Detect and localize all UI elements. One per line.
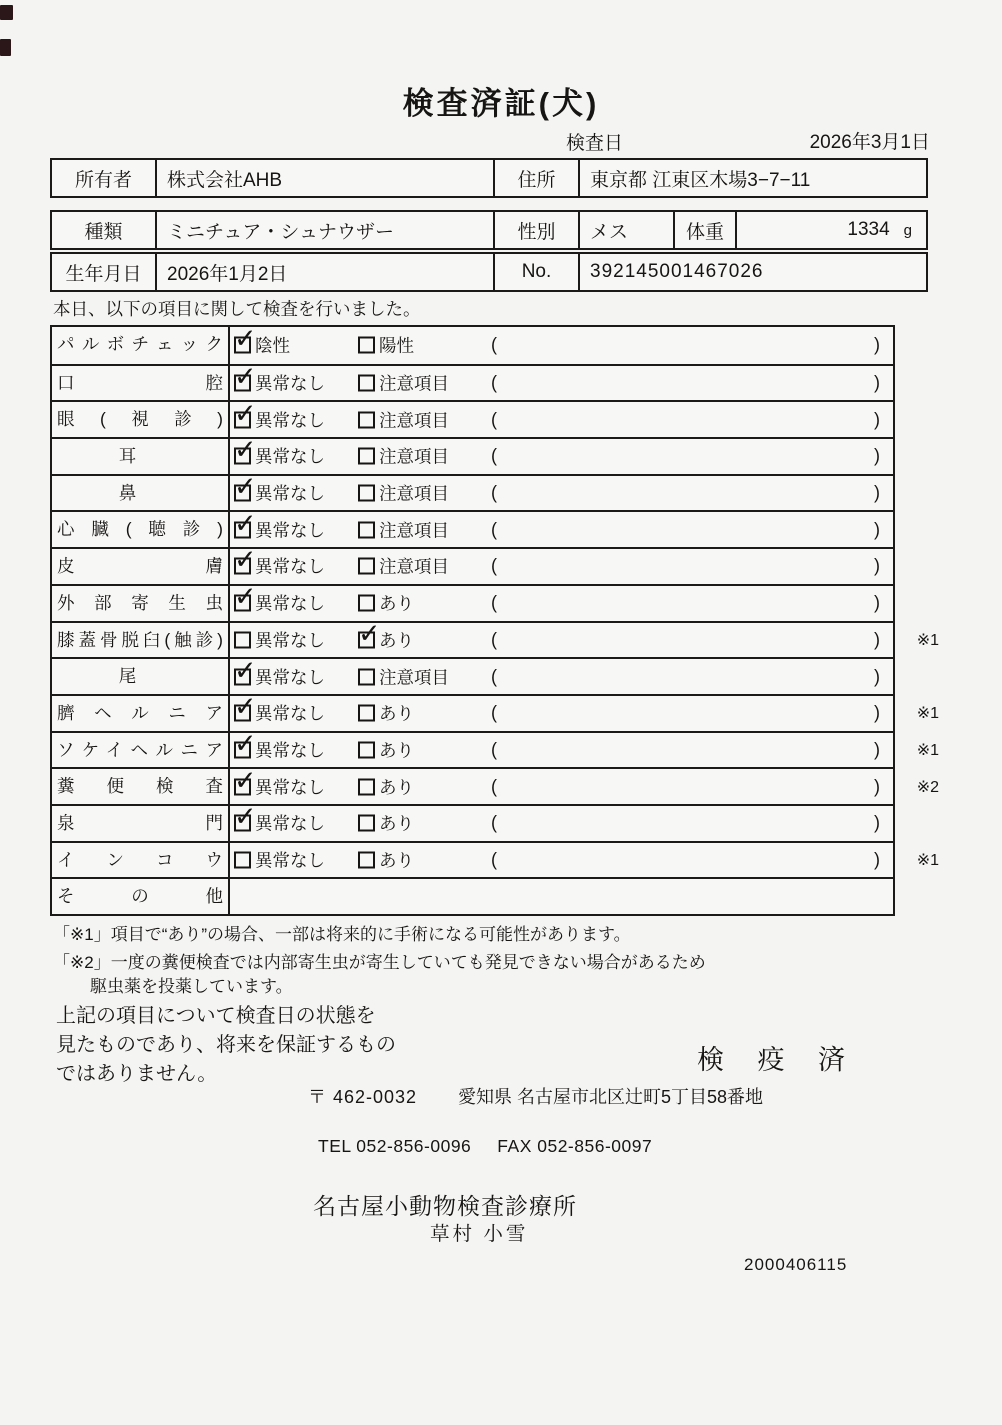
option2-label: あり xyxy=(379,593,414,614)
inspection-table xyxy=(50,325,939,916)
weight-value: 1334 xyxy=(847,219,890,240)
checkbox-option1 xyxy=(234,851,251,868)
checkbox-option1 xyxy=(234,448,251,465)
inspection-row xyxy=(52,621,939,658)
inspection-item-label: 尾 xyxy=(52,659,230,694)
weight-label: 体重 xyxy=(673,212,735,248)
checkbox-option2 xyxy=(358,595,375,612)
intro-sentence: 本日、以下の項目に関して検査を行いました。 xyxy=(53,299,421,319)
paren-open: ( xyxy=(491,555,497,576)
paren-close: ) xyxy=(874,812,880,833)
paren-open: ( xyxy=(491,812,497,833)
clinic-name: 名古屋小動物検査診療所 xyxy=(313,1193,577,1219)
inspection-row xyxy=(52,510,893,547)
paren-close: ) xyxy=(874,482,880,503)
option1-label: 異常なし xyxy=(255,483,325,504)
birthdate-number-table xyxy=(50,252,928,292)
inspection-row-content xyxy=(230,769,939,804)
checkbox-option2 xyxy=(358,411,375,428)
address-value: 東京都 江東区木場3−7−11 xyxy=(578,160,926,196)
paren-open: ( xyxy=(491,776,497,797)
disclaimer-line: 上記の項目について検査日の状態を xyxy=(56,1005,376,1027)
option2-label: あり xyxy=(379,850,414,871)
breed-value: ミニチュア・シュナウザー xyxy=(155,212,493,248)
option2-label: 注意項目 xyxy=(379,520,449,541)
checkbox-option1 xyxy=(234,521,251,538)
option2-label: あり xyxy=(379,740,414,761)
option1-label: 異常なし xyxy=(255,556,325,577)
inspection-row-content xyxy=(230,402,893,437)
paren-close: ) xyxy=(874,592,880,613)
exam-date-label: 検査日 xyxy=(566,133,624,154)
inspection-item-label: 膝蓋骨脱臼(触診) xyxy=(52,623,230,658)
inspection-item-label: その他 xyxy=(52,879,230,914)
checkbox-option2 xyxy=(358,668,375,685)
inspection-row-content xyxy=(230,843,939,878)
tel-fax-line xyxy=(318,1136,652,1157)
option1-label: 異常なし xyxy=(255,410,325,431)
clinic-address: 愛知県 名古屋市北区辻町5丁目58番地 xyxy=(458,1087,764,1107)
fax-number: FAX 052-856-0097 xyxy=(497,1136,653,1156)
checkbox-option2 xyxy=(358,375,375,392)
inspection-row-content xyxy=(230,512,893,547)
checkbox-option1 xyxy=(234,815,251,832)
checkbox-option1 xyxy=(234,411,251,428)
breed-label: 種類 xyxy=(84,221,123,243)
option2-label: 注意項目 xyxy=(379,667,449,688)
paren-open: ( xyxy=(491,739,497,760)
inspection-row xyxy=(52,584,893,621)
paren-close: ) xyxy=(874,372,880,393)
inspection-row xyxy=(52,327,893,364)
paren-close: ) xyxy=(874,629,880,650)
inspection-row-content xyxy=(230,476,893,511)
disclaimer-line: 見たものであり、将来を保証するもの xyxy=(56,1034,396,1056)
weight-unit: g xyxy=(903,221,912,239)
inspection-row-content xyxy=(230,586,893,621)
paren-close: ) xyxy=(874,739,880,760)
checkbox-option1 xyxy=(234,778,251,795)
birthdate-value: 2026年1月2日 xyxy=(155,254,493,290)
option2-label: あり xyxy=(379,630,414,651)
inspection-row xyxy=(52,841,939,878)
checkbox-option1 xyxy=(234,631,251,648)
inspection-row xyxy=(52,364,893,401)
owner-label: 所有者 xyxy=(74,169,132,191)
paren-open: ( xyxy=(491,666,497,687)
inspection-row-content xyxy=(230,327,893,364)
checkbox-option2 xyxy=(358,337,375,354)
checkbox-option2 xyxy=(358,521,375,538)
exam-date-value: 2026年3月1日 xyxy=(809,132,930,153)
inspection-row xyxy=(52,437,893,474)
option1-label: 異常なし xyxy=(255,373,325,394)
option1-label: 異常なし xyxy=(255,446,325,467)
checkbox-option2 xyxy=(358,851,375,868)
no-value: 392145001467026 xyxy=(578,254,926,290)
paren-close: ) xyxy=(874,555,880,576)
paren-open: ( xyxy=(491,372,497,393)
row-footnote-mark: ※2 xyxy=(916,778,939,796)
inspection-item-label: 鼻 xyxy=(52,476,230,511)
checkbox-option1 xyxy=(234,375,251,392)
page-title: 検査済証(犬) xyxy=(402,86,600,121)
inspection-row-content xyxy=(230,659,893,694)
disclaimer-text xyxy=(56,1002,396,1089)
address-label: 住所 xyxy=(493,160,578,196)
footnote-2-line2: 駆虫薬を投薬しています。 xyxy=(90,977,293,996)
paren-open: ( xyxy=(491,482,497,503)
inspection-row xyxy=(52,731,939,768)
checkbox-option2 xyxy=(358,778,375,795)
option1-label: 異常なし xyxy=(255,740,325,761)
paren-open: ( xyxy=(491,334,497,355)
checkbox-option2 xyxy=(358,485,375,502)
row-footnote-mark: ※1 xyxy=(916,705,939,723)
scan-artifact-mark xyxy=(0,39,11,56)
paren-close: ) xyxy=(874,519,880,540)
paren-open: ( xyxy=(491,849,497,870)
checkbox-option2 xyxy=(358,815,375,832)
inspection-item-label: 外部寄生虫 xyxy=(52,586,230,621)
birthdate-label: 生年月日 xyxy=(65,263,142,285)
paren-open: ( xyxy=(491,519,497,540)
checkbox-option2 xyxy=(358,705,375,722)
inspection-item-label: ソケイヘルニア xyxy=(52,733,230,768)
option2-label: あり xyxy=(379,813,414,834)
owner-address-table xyxy=(50,158,928,198)
inspection-row-content xyxy=(230,806,893,841)
checkbox-option2 xyxy=(358,448,375,465)
inspection-row-content xyxy=(230,879,893,914)
inspection-item-label: 臍ヘルニア xyxy=(52,696,230,731)
inspection-item-label: 耳 xyxy=(52,439,230,474)
sex-label: 性別 xyxy=(493,212,578,248)
paren-close: ) xyxy=(874,776,880,797)
paren-close: ) xyxy=(874,849,880,870)
tel-number: TEL 052-856-0096 xyxy=(318,1136,472,1156)
inspection-item-label: 糞便検査 xyxy=(52,769,230,804)
breed-sex-weight-table xyxy=(50,210,928,250)
inspection-item-label: 心臓(聴診) xyxy=(52,512,230,547)
checkbox-option2 xyxy=(358,741,375,758)
postal-code: 〒 462-0032 xyxy=(308,1087,418,1107)
inspection-row xyxy=(52,804,893,841)
checkbox-option1 xyxy=(234,705,251,722)
paren-close: ) xyxy=(874,666,880,687)
inspection-row xyxy=(52,694,939,731)
option1-label: 異常なし xyxy=(255,777,325,798)
option2-label: 注意項目 xyxy=(379,373,449,394)
inspection-row xyxy=(52,657,893,694)
checkbox-option1 xyxy=(234,668,251,685)
checkbox-option2 xyxy=(358,631,375,648)
inspection-item-label: 泉門 xyxy=(52,806,230,841)
owner-value: 株式会社AHB xyxy=(155,160,493,196)
option2-label: あり xyxy=(379,777,414,798)
inspection-row xyxy=(52,767,939,804)
option2-label: あり xyxy=(379,703,414,724)
option1-label: 異常なし xyxy=(255,593,325,614)
scan-artifact-mark xyxy=(0,5,13,20)
inspection-row-content xyxy=(230,733,939,768)
checkbox-option1 xyxy=(234,595,251,612)
inspection-row-content xyxy=(230,549,893,584)
option1-label: 異常なし xyxy=(255,630,325,651)
footnote-1: 「※1」項目で“あり”の場合、一部は将来的に手術になる可能性があります。 xyxy=(53,925,631,944)
row-footnote-mark: ※1 xyxy=(916,741,939,759)
paren-open: ( xyxy=(491,702,497,723)
option1-label: 異常なし xyxy=(255,813,325,834)
inspection-row-content xyxy=(230,696,939,731)
inspection-row xyxy=(52,400,893,437)
inspection-row xyxy=(52,474,893,511)
option1-label: 異常なし xyxy=(255,520,325,541)
inspection-item-label: インコウ xyxy=(52,843,230,878)
option2-label: 注意項目 xyxy=(379,446,449,467)
sex-value: メス xyxy=(578,212,673,248)
checkbox-option1 xyxy=(234,485,251,502)
inspection-item-label: 皮膚 xyxy=(52,549,230,584)
option1-label: 異常なし xyxy=(255,850,325,871)
paren-close: ) xyxy=(874,702,880,723)
inspection-row-content xyxy=(230,439,893,474)
weight-value-cell xyxy=(735,212,926,248)
row-footnote-mark: ※1 xyxy=(916,631,939,649)
paren-open: ( xyxy=(491,409,497,430)
paren-open: ( xyxy=(491,629,497,650)
checkbox-option1 xyxy=(234,337,251,354)
option2-label: 注意項目 xyxy=(379,410,449,431)
inspection-row xyxy=(52,877,893,914)
inspection-row xyxy=(52,547,893,584)
disclaimer-line: ではありません。 xyxy=(56,1063,218,1085)
inspection-item-label: 口腔 xyxy=(52,366,230,401)
checkbox-option2 xyxy=(358,558,375,575)
option2-label: 注意項目 xyxy=(379,483,449,504)
inspection-row-content xyxy=(230,623,939,658)
serial-number: 2000406115 xyxy=(744,1255,848,1274)
paren-open: ( xyxy=(491,592,497,613)
row-footnote-mark: ※1 xyxy=(916,851,939,869)
inspection-row-content xyxy=(230,366,893,401)
option1-label: 異常なし xyxy=(255,703,325,724)
inspection-item-label: パルボチェック xyxy=(52,327,230,364)
option2-label: 陽性 xyxy=(379,335,414,356)
footnote-2-line1: 「※2」一度の糞便検査では内部寄生虫が寄生していても発見できない場合があるため xyxy=(53,953,706,972)
paren-close: ) xyxy=(874,409,880,430)
paren-open: ( xyxy=(491,445,497,466)
checkbox-option1 xyxy=(234,741,251,758)
quarantine-stamp: 検 疫 済 xyxy=(697,1045,859,1075)
checkbox-option1 xyxy=(234,558,251,575)
option1-label: 陰性 xyxy=(255,335,290,356)
no-label: No. xyxy=(493,254,578,290)
paren-close: ) xyxy=(874,445,880,466)
option1-label: 異常なし xyxy=(255,667,325,688)
veterinarian-name: 草村 小雪 xyxy=(430,1223,529,1245)
inspection-item-label: 眼(視診) xyxy=(52,402,230,437)
paren-close: ) xyxy=(874,334,880,355)
option2-label: 注意項目 xyxy=(379,556,449,577)
